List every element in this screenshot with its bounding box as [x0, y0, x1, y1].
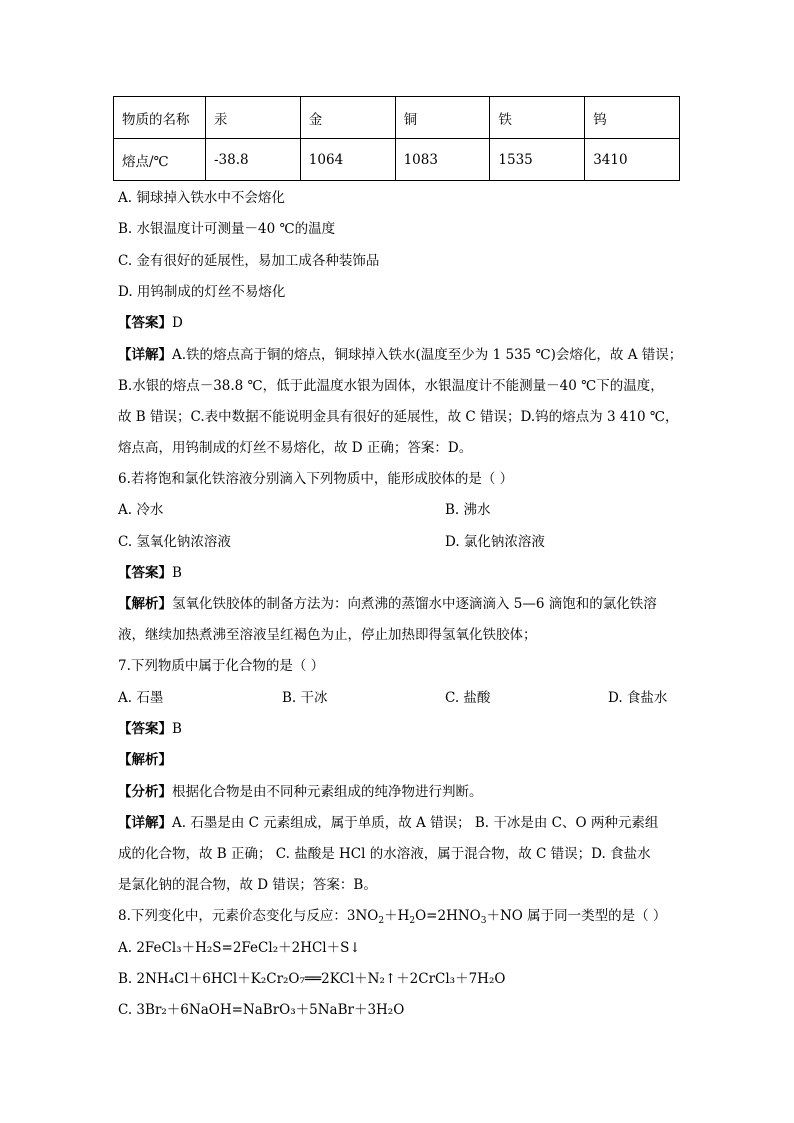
table-cell: 汞 — [206, 97, 301, 139]
answer-value: D — [172, 315, 183, 331]
subscript: 2 — [378, 916, 385, 926]
q8-option-b: B. 2NH₄Cl＋6HCl＋K₂Cr₂O₇══2KCl＋N₂↑＋2CrCl₃＋7H₂O — [118, 971, 506, 987]
table-cell: 钨 — [585, 97, 680, 139]
answer-value: B — [172, 565, 182, 581]
table-cell: 3410 — [585, 139, 680, 181]
q8-option-c: C. 3Br₂＋6NaOH=NaBrO₃＋5NaBr＋3H₂O — [118, 1002, 405, 1018]
q6-analysis-line: 液，继续加热煮沸至溶液呈红褐色为止，停止加热即得氢氧化铁胶体； — [118, 627, 537, 643]
table-row — [114, 97, 680, 139]
subscript: 2 — [409, 916, 416, 926]
q5-option-b: B. 水银温度计可测量－40 ℃的温度 — [118, 221, 336, 237]
q7-analyze-line — [118, 782, 483, 802]
subscript: 3 — [480, 916, 487, 926]
detail-text: A.铁的熔点高于铜的熔点，铜球掉入铁水(温度至少为 1 535 ℃)会熔化，故 A 错误； — [172, 347, 683, 363]
stem-text: O=2HNO — [415, 908, 481, 924]
q5-detail-line: B.水银的熔点－38.8 ℃，低于此温度水银为固体，水银温度计不能测量－40 ℃下的温度， — [118, 378, 664, 394]
q7-option-d: D. 食盐水 — [608, 690, 668, 706]
analysis-tag: 【解析】 — [118, 596, 172, 612]
q6-option-a: A. 冷水 — [118, 502, 164, 518]
q6-stem: 6.若将饱和氯化铁溶液分别滴入下列物质中，能形成胶体的是（ ） — [118, 471, 514, 487]
table-cell: -38.8 — [206, 139, 301, 181]
table-cell: 金 — [300, 97, 395, 139]
table-cell: 铁 — [490, 97, 585, 139]
table-cell: 物质的名称 — [114, 97, 206, 139]
q6-analysis-line — [118, 594, 657, 614]
q7-detail-line: 是氯化钠的混合物，故 D 错误；答案：B。 — [118, 877, 377, 893]
table-cell: 1535 — [490, 139, 585, 181]
q5-option-c: C. 金有很好的延展性，易加工成各种装饰品 — [118, 253, 380, 269]
analysis-tag: 【解析】 — [118, 752, 172, 768]
q7-stem: 7.下列物质中属于化合物的是（ ） — [118, 658, 325, 674]
q5-answer — [118, 313, 183, 333]
detail-text: A. 石墨是由 C 元素组成，属于单质，故 A 错误； B. 干冰是由 C、O 两种元素组 — [172, 815, 659, 831]
q6-option-c: C. 氢氧化钠浓溶液 — [118, 534, 231, 550]
q7-detail-line — [118, 813, 658, 833]
q8-option-a: A. 2FeCl₃＋H₂S=2FeCl₂＋2HCl＋S↓ — [118, 940, 361, 956]
q6-option-b: B. 沸水 — [445, 502, 491, 518]
q5-detail-line: 故 B 错误；C.表中数据不能说明金具有很好的延展性，故 C 错误；D.钨的熔点为 3 410 ℃， — [118, 409, 679, 425]
stem-text: 8.下列变化中，元素价态变化与反应：3NO — [118, 908, 379, 924]
q7-option-a: A. 石墨 — [118, 690, 164, 706]
q5-option-d: D. 用钨制成的灯丝不易熔化 — [118, 284, 286, 300]
q7-detail-line: 成的化合物，故 B 正确； C. 盐酸是 HCl 的水溶液，属于混合物，故 C 错误；D. 食盐水 — [118, 846, 651, 862]
q5-detail-line: 熔点高，用钨制成的灯丝不易熔化，故 D 正确；答案：D。 — [118, 440, 473, 456]
melting-point-table — [113, 96, 680, 181]
detail-tag: 【详解】 — [118, 815, 172, 831]
stem-text: ＋H — [384, 908, 410, 924]
q5-detail-line — [118, 345, 682, 365]
q7-analysis-heading — [118, 750, 172, 770]
stem-text: ＋NO 属于同一类型的是（ ） — [486, 908, 667, 924]
q7-answer — [118, 719, 182, 739]
table-cell: 1064 — [300, 139, 395, 181]
analyze-text: 根据化合物是由不同种元素组成的纯净物进行判断。 — [172, 784, 483, 800]
answer-value: B — [172, 721, 182, 737]
analysis-text: 氢氧化铁胶体的制备方法为：向煮沸的蒸馏水中逐滴滴入 5—6 滴饱和的氯化铁溶 — [172, 596, 657, 612]
answer-tag: 【答案】 — [118, 565, 172, 581]
table-cell: 熔点/℃ — [114, 139, 206, 181]
analyze-tag: 【分析】 — [118, 784, 172, 800]
q7-option-b: B. 干冰 — [282, 690, 328, 706]
q7-option-c: C. 盐酸 — [445, 690, 491, 706]
q6-answer — [118, 563, 182, 583]
table-cell: 1083 — [395, 139, 490, 181]
answer-tag: 【答案】 — [118, 315, 172, 331]
table-cell: 铜 — [395, 97, 490, 139]
q5-option-a: A. 铜球掉入铁水中不会熔化 — [118, 190, 285, 206]
q6-option-d: D. 氯化钠浓溶液 — [445, 534, 545, 550]
answer-tag: 【答案】 — [118, 721, 172, 737]
detail-tag: 【详解】 — [118, 347, 172, 363]
table-row — [114, 139, 680, 181]
q8-stem — [118, 906, 666, 926]
